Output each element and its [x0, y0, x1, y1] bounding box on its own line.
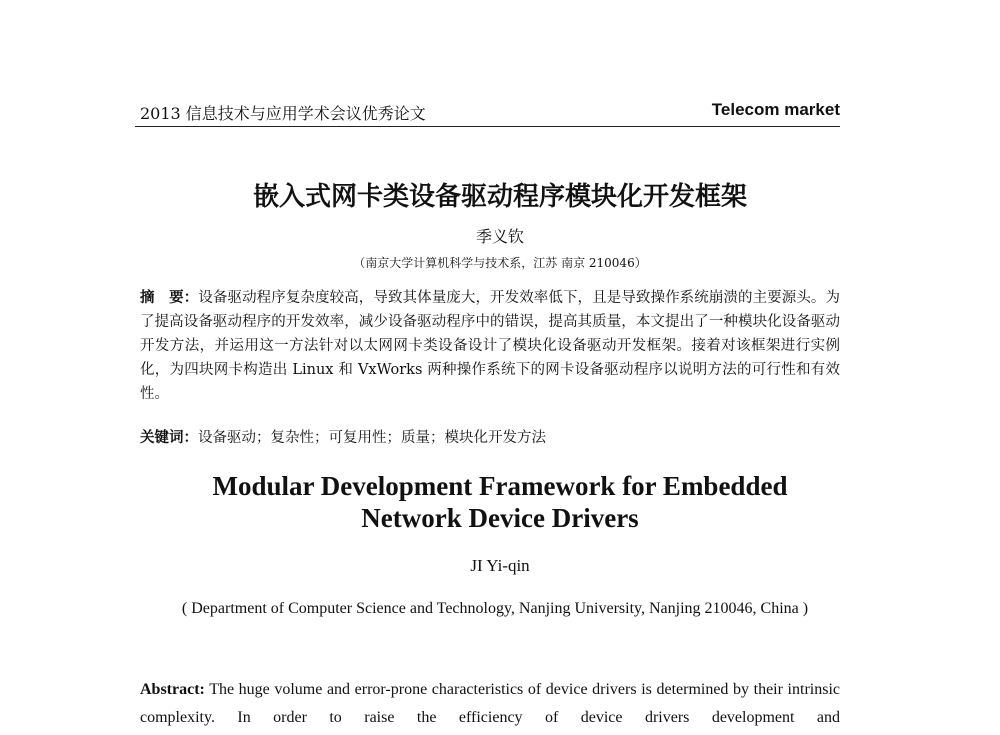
english-affiliation: ( Department of Computer Science and Technology, Nanjing University, Nanjing 210046, China )	[181, 600, 809, 617]
chinese-abstract-label: 摘 要：	[140, 289, 199, 306]
english-author: JI Yi-qin	[470, 556, 530, 575]
chinese-author: 季义钦	[475, 227, 524, 246]
english-abstract	[140, 676, 840, 732]
chinese-affiliation: （南京大学计算机科学与技术系，江苏 南京 210046）	[353, 256, 647, 270]
header-divider	[135, 126, 840, 127]
running-header-journal: Telecom market	[711, 100, 840, 119]
english-abstract-text: The huge volume and error-prone characteristics of device drivers is determined by their intrinsic complexity. In order to raise the efficiency of device drivers development and	[140, 681, 840, 726]
chinese-abstract-text: 设备驱动程序复杂度较高，导致其体量庞大，开发效率低下，且是导致操作系统崩溃的主要源头。为了提高设备驱动程序的开发效率，减少设备驱动程序中的错误，提高其质量，本文提出了一种模块化设备驱动开发方法，并运用这一方法针对以太网网卡类设备设计了模块化设备驱动开发框架。接着对该框架进行实例化，为四块网卡构造出 Linux 和 VxWorks 两种操作系统下的网卡设备驱动程序以说明方法的可行性和有效性。	[140, 290, 840, 402]
chinese-keywords-text: 设备驱动；复杂性；可复用性；质量；模块化开发方法	[198, 430, 546, 446]
english-title	[0, 470, 1000, 534]
english-title-line2: Network Device Drivers	[361, 503, 639, 533]
english-title-line1: Modular Development Framework for Embedded	[212, 471, 788, 501]
english-abstract-label: Abstract:	[140, 681, 205, 698]
chinese-keywords-label: 关键词：	[140, 429, 198, 446]
chinese-abstract	[140, 286, 840, 406]
chinese-title: 嵌入式网卡类设备驱动程序模块化开发框架	[252, 182, 747, 212]
chinese-keywords	[140, 426, 840, 447]
running-header-left: 2013 信息技术与应用学术会议优秀论文	[140, 104, 426, 123]
